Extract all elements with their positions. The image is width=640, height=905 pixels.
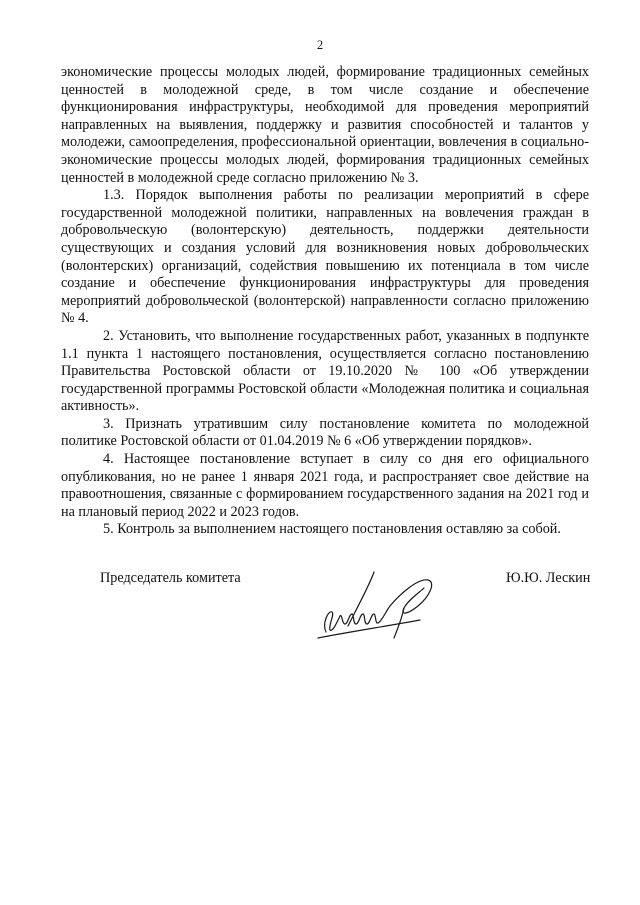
page-number: 2 xyxy=(316,38,324,52)
paragraph-3: 3. Признать утратившим силу постановление комитета по молодежной политике Ростовской области от 01.04.2019 № 6 «Об утверждении порядков». xyxy=(61,415,589,450)
paragraph-4: 4. Настоящее постановление вступает в силу со дня его официального опубликования, но не ранее 1 января 2021 года, и распространяет свое действие на правоотношения, связанные с формированием государственного задания на 2021 год и на плановый период 2022 и 2023 годов. xyxy=(61,451,589,520)
paragraph-5: 5. Контроль за выполнением настоящего постановления оставляю за собой. xyxy=(103,521,561,538)
paragraph-continuation: экономические процессы молодых людей, формирование традиционных семейных ценностей в молодежной среде, в том числе создание и обеспечение функционирования инфраструктуры, необходимой для проведения мероприятий направленных на выявления, поддержку и развития способностей и талантов у молодежи, самоопределения, профессиональной ориентации, вовлечения в социально-экономические процессы молодых людей, формирования традиционных семейных ценностей в молодежной среде согласно приложению № 3. xyxy=(61,64,589,186)
handwritten-signature-icon xyxy=(308,566,438,646)
signatory-position: Председатель комитета xyxy=(100,570,241,586)
signature-block xyxy=(0,566,640,656)
paragraph-2: 2. Установить, что выполнение государственных работ, указанных в подпункте 1.1 пункта 1 настоящего постановления, осуществляется согласно постановлению Правительства Ростовской области от 19.10.2020 № 100 «Об утверждении государственной программы Ростовской области «Молодежная политика и социальная активность». xyxy=(61,327,589,415)
document-body xyxy=(61,64,589,539)
paragraph-1-3: 1.3. Порядок выполнения работы по реализации мероприятий в сфере государственной молодежной политики, направленных на вовлечения граждан в добровольческую (волонтерскую) деятельность, поддержки деятельности существующих и создания условий для возникновения новых добровольческих (волонтерских) организаций, содействия повышению их потенциала в том числе создание и обеспечение функционирования инфраструктуры для проведения мероприятий добровольческой (волонтерской) направленности согласно приложению № 4. xyxy=(61,187,589,327)
signatory-name: Ю.Ю. Лескин xyxy=(506,570,591,586)
